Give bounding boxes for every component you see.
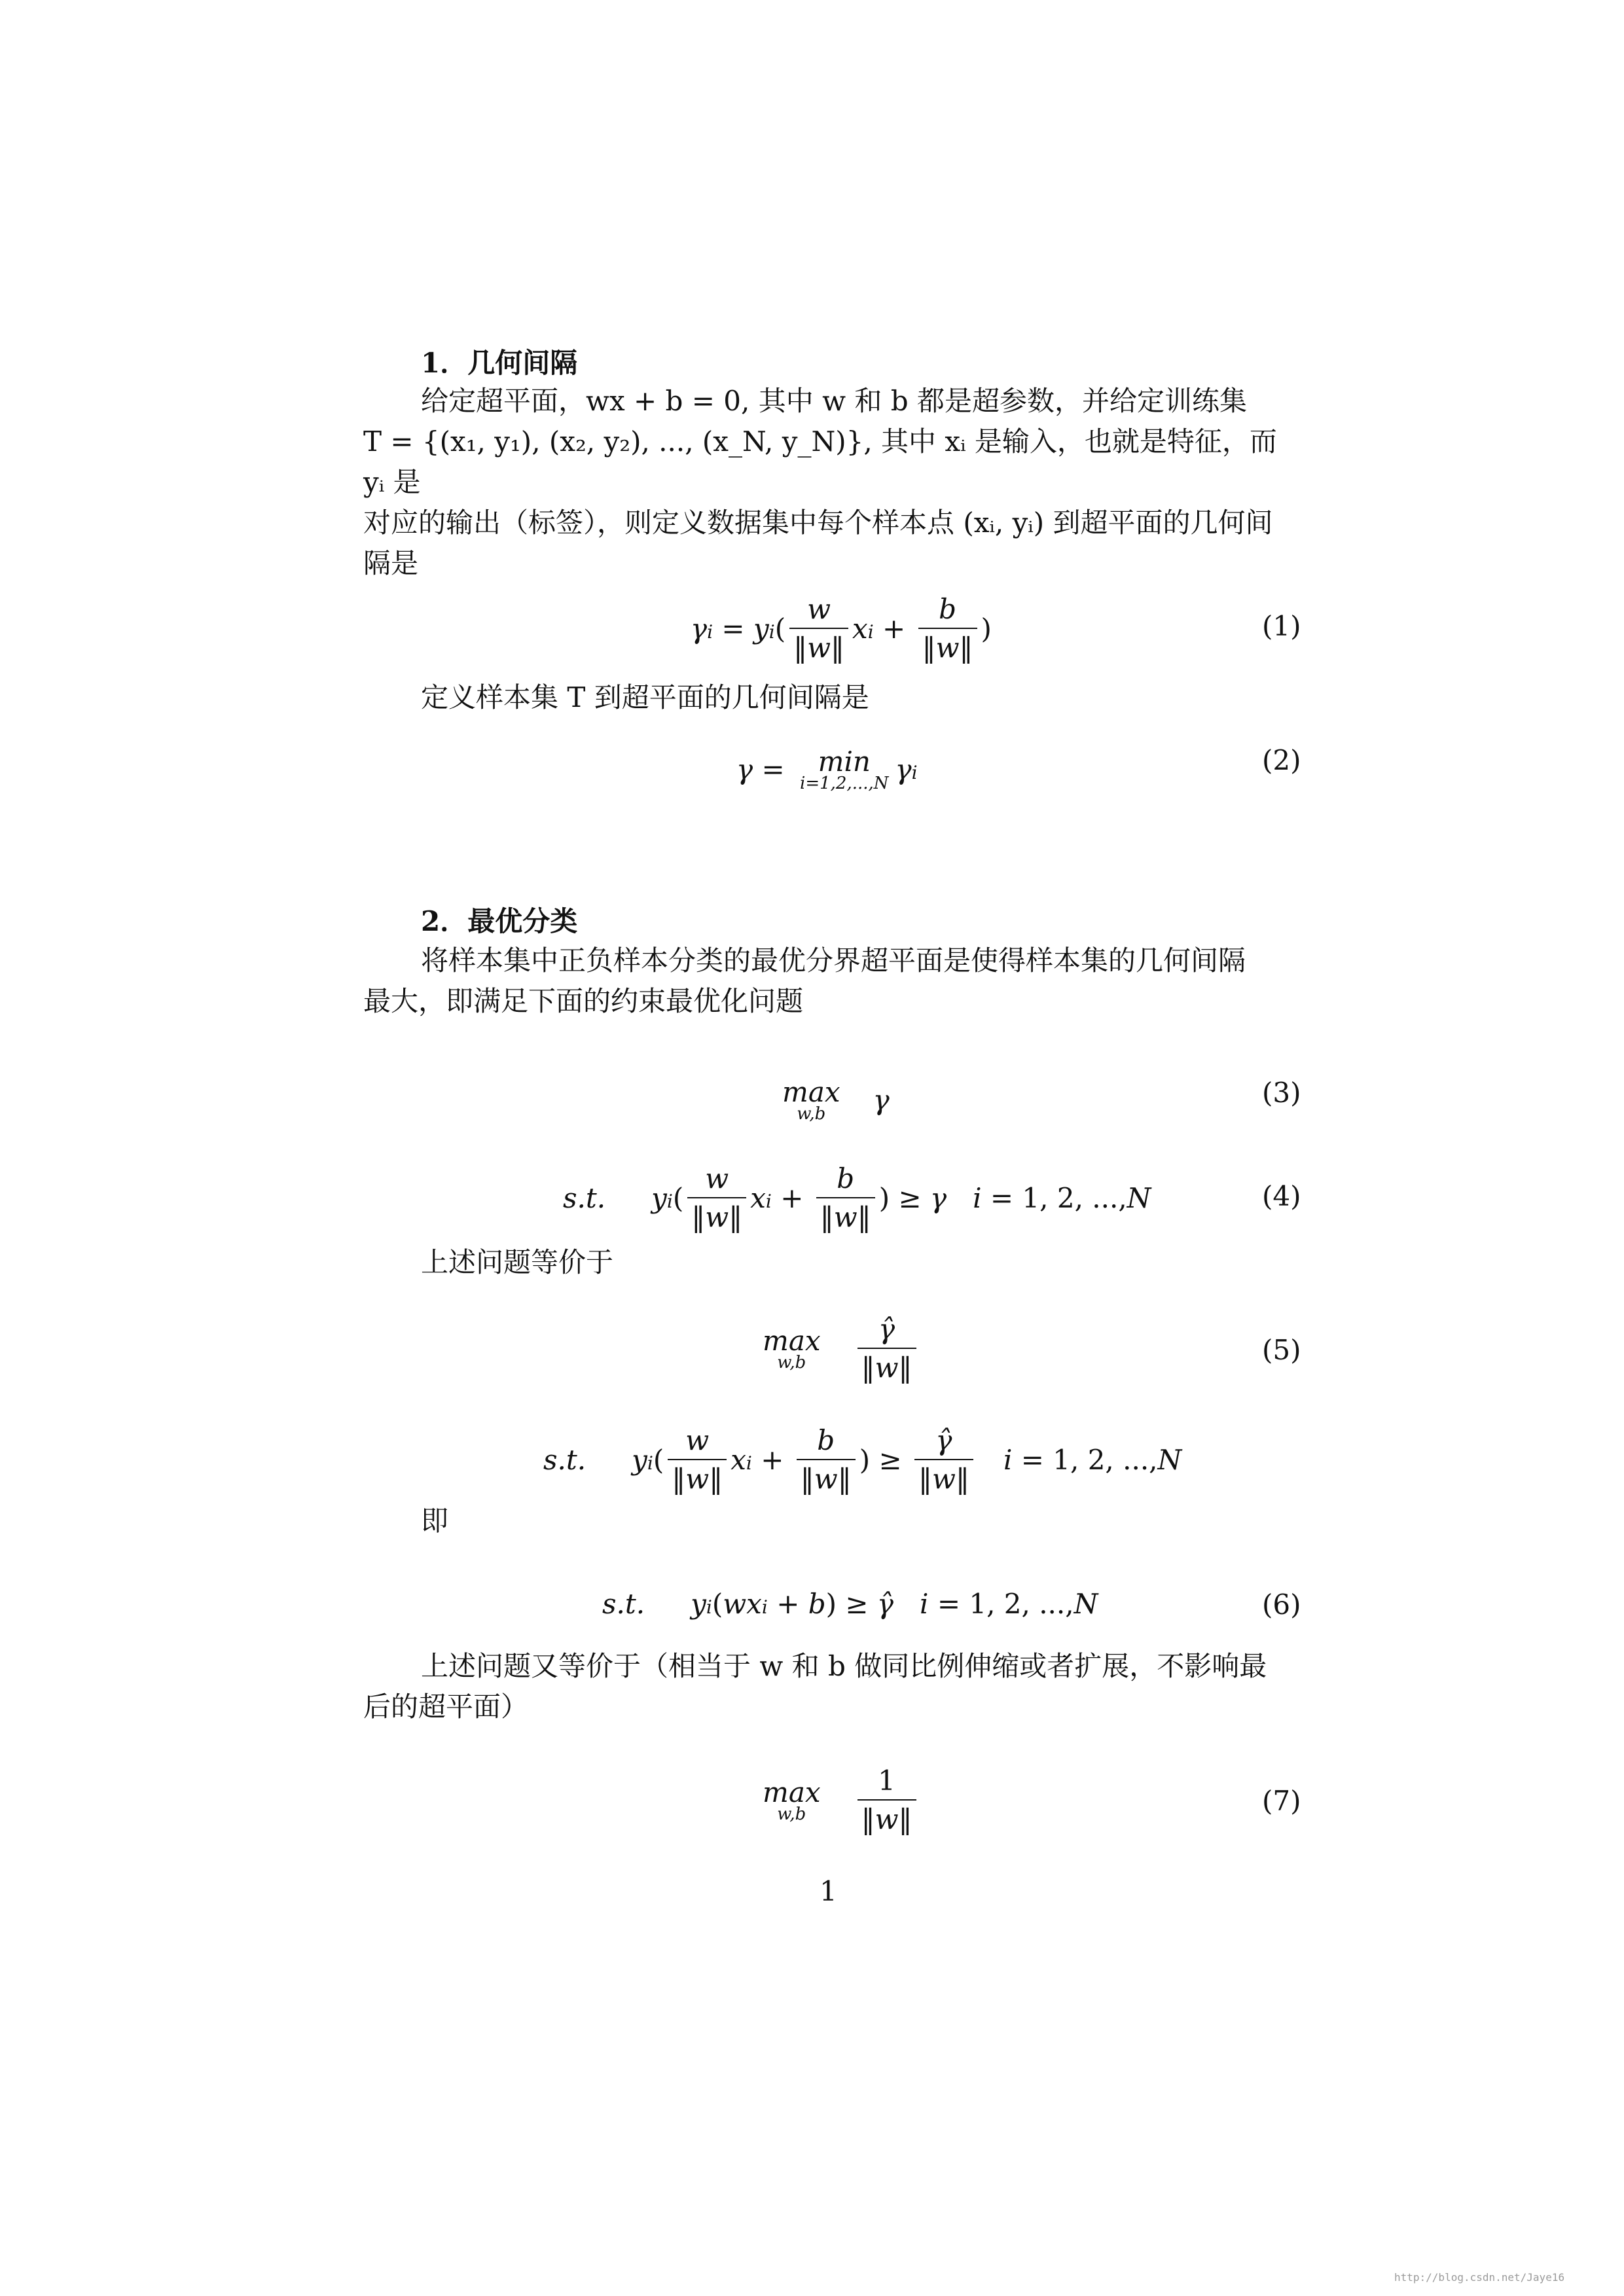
section-2-paragraph-cont: 最大，即满足下面的约束最优化问题	[363, 985, 804, 1017]
equation-3: max w,b γ	[782, 1075, 890, 1124]
equation-5: max w,b $\frac{\gammâ}{‖w‖}$	[756, 1309, 920, 1388]
equation-6-number: (6)	[1262, 1588, 1301, 1621]
section-1-paragraph-cont	[363, 422, 1306, 584]
paragraph-line: 隔是	[363, 547, 419, 579]
section-2-paragraph-4: 上述问题又等价于（相当于 w 和 b 做同比例伸缩或者扩展，不影响最	[421, 1650, 1267, 1682]
paragraph-line: 给定超平面，wx + b = 0, 其中 w 和 b 都是超参数，并给定训练集	[421, 385, 1247, 417]
equation-2: γ = min i=1,2,...,N γi	[736, 745, 918, 793]
equation-3-number: (3)	[1262, 1077, 1301, 1109]
page-number: 1	[820, 1875, 837, 1907]
equation-5-number: (5)	[1262, 1334, 1301, 1366]
section-1-heading: 1．几何间隔	[421, 347, 578, 379]
equation-7-number: (7)	[1262, 1785, 1301, 1817]
section-2-paragraph-4-cont: 后的超平面）	[363, 1691, 529, 1723]
equation-1-number: (1)	[1262, 610, 1301, 642]
section-2-paragraph-2: 上述问题等价于	[421, 1246, 614, 1278]
section-2-paragraph: 将样本集中正负样本分类的最优分界超平面是使得样本集的几何间隔	[421, 944, 1246, 977]
equation-7: max w,b $\frac{1}{‖w‖}$	[756, 1761, 920, 1839]
paragraph-line: 对应的输出（标签），则定义数据集中每个样本点 (xᵢ, yᵢ) 到超平面的几何间	[363, 507, 1273, 539]
equation-6: s.t. yi ( wxi + b ) ≥ γ̂ i = 1, 2, ..., N	[602, 1587, 1098, 1620]
equation-2-number: (2)	[1262, 744, 1301, 776]
section-1-paragraph	[421, 381, 1305, 422]
equation-4-number: (4)	[1262, 1180, 1301, 1212]
section-2-heading: 2．最优分类	[421, 905, 578, 937]
watermark: http://blog.csdn.net/Jaye16	[1394, 2271, 1565, 2284]
section-2-paragraph-3: 即	[421, 1505, 449, 1537]
equation-4: s.t. yi ( $\frac{w}{‖w‖}$ xi + $\frac{b}{‖w‖}$ ) ≥ γ i = 1, 2, ..., N	[563, 1162, 1151, 1233]
equation-1: γi = yi ( $\frac{w}{‖w‖}$ xi + $\frac{b}{‖w‖}$ )	[691, 593, 992, 664]
section-1-paragraph-2: 定义样本集 T 到超平面的几何间隔是	[421, 681, 869, 713]
equation-5-constraint: s.t. yi ( $\frac{w}{‖w‖}$ xi + $\frac{b}{‖w‖}$ ) ≥ $\frac{\gammâ}{‖w‖}$ i = 1, 2, ..., N	[543, 1424, 1182, 1495]
paragraph-line: T = {(x₁, y₁), (x₂, y₂), ..., (x_N, y_N)}, 其中 xᵢ 是输入，也就是特征，而 yᵢ 是	[363, 425, 1277, 498]
